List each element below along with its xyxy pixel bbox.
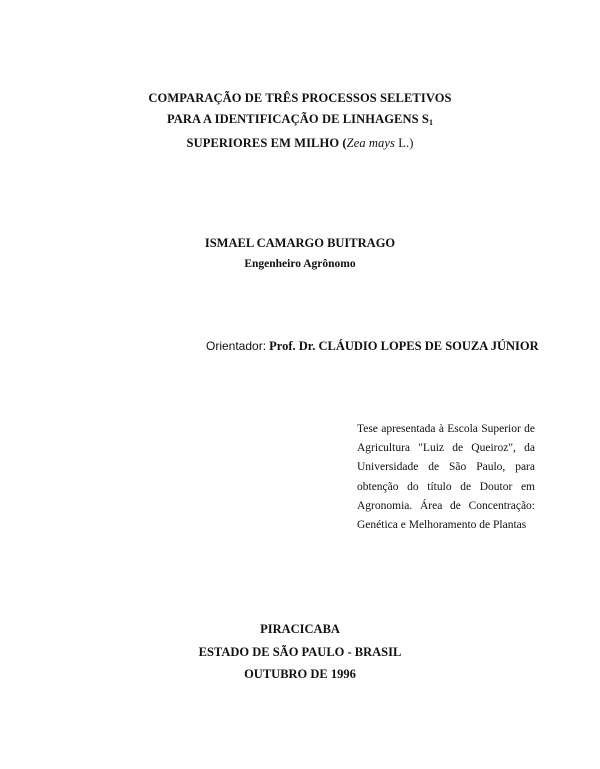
- thesis-statement-line: obtenção do título de Doutor em: [357, 480, 535, 493]
- advisor-label: Orientador:: [206, 339, 267, 353]
- title-line-3-text: SUPERIORES EM MILHO (: [186, 136, 347, 150]
- thesis-statement-line: Tese apresentada à Escola Superior de: [357, 423, 535, 435]
- thesis-statement-line: Genética e Melhoramento de Plantas: [357, 519, 527, 532]
- title-line-3-suffix: L.): [395, 136, 414, 150]
- thesis-statement: [357, 420, 535, 535]
- author-name: ISMAEL CAMARGO BUITRAGO: [204, 236, 396, 250]
- advisor-line: [206, 339, 539, 354]
- publication-date: OUTUBRO DE 1996: [244, 667, 356, 681]
- title-line-2: [0, 109, 600, 133]
- city: PIRACICABA: [260, 622, 340, 636]
- title-line-2-text: PARA A IDENTIFICAÇÃO DE LINHAGENS S: [166, 112, 429, 126]
- advisor-name: Prof. Dr. CLÁUDIO LOPES DE SOUZA JÚNIOR: [269, 339, 539, 353]
- title-subscript: 1: [428, 118, 434, 127]
- thesis-statement-line: Agricultura "Luiz de Queiroz", da: [357, 442, 535, 455]
- publication-info: [0, 618, 600, 686]
- species-name: Zea mays: [346, 136, 396, 150]
- author-role: Engenheiro Agrônomo: [244, 258, 356, 270]
- state-country: ESTADO DE SÃO PAULO - BRASIL: [198, 644, 402, 659]
- author-block: [0, 233, 600, 275]
- title-line-3: [0, 133, 600, 154]
- thesis-statement-line: Agronomia. Área de Concentração:: [357, 499, 535, 512]
- thesis-statement-line: Universidade de São Paulo, para: [357, 461, 535, 474]
- thesis-title: [0, 88, 600, 154]
- title-line-1: COMPARAÇÃO DE TRÊS PROCESSOS SELETIVOS: [148, 91, 452, 105]
